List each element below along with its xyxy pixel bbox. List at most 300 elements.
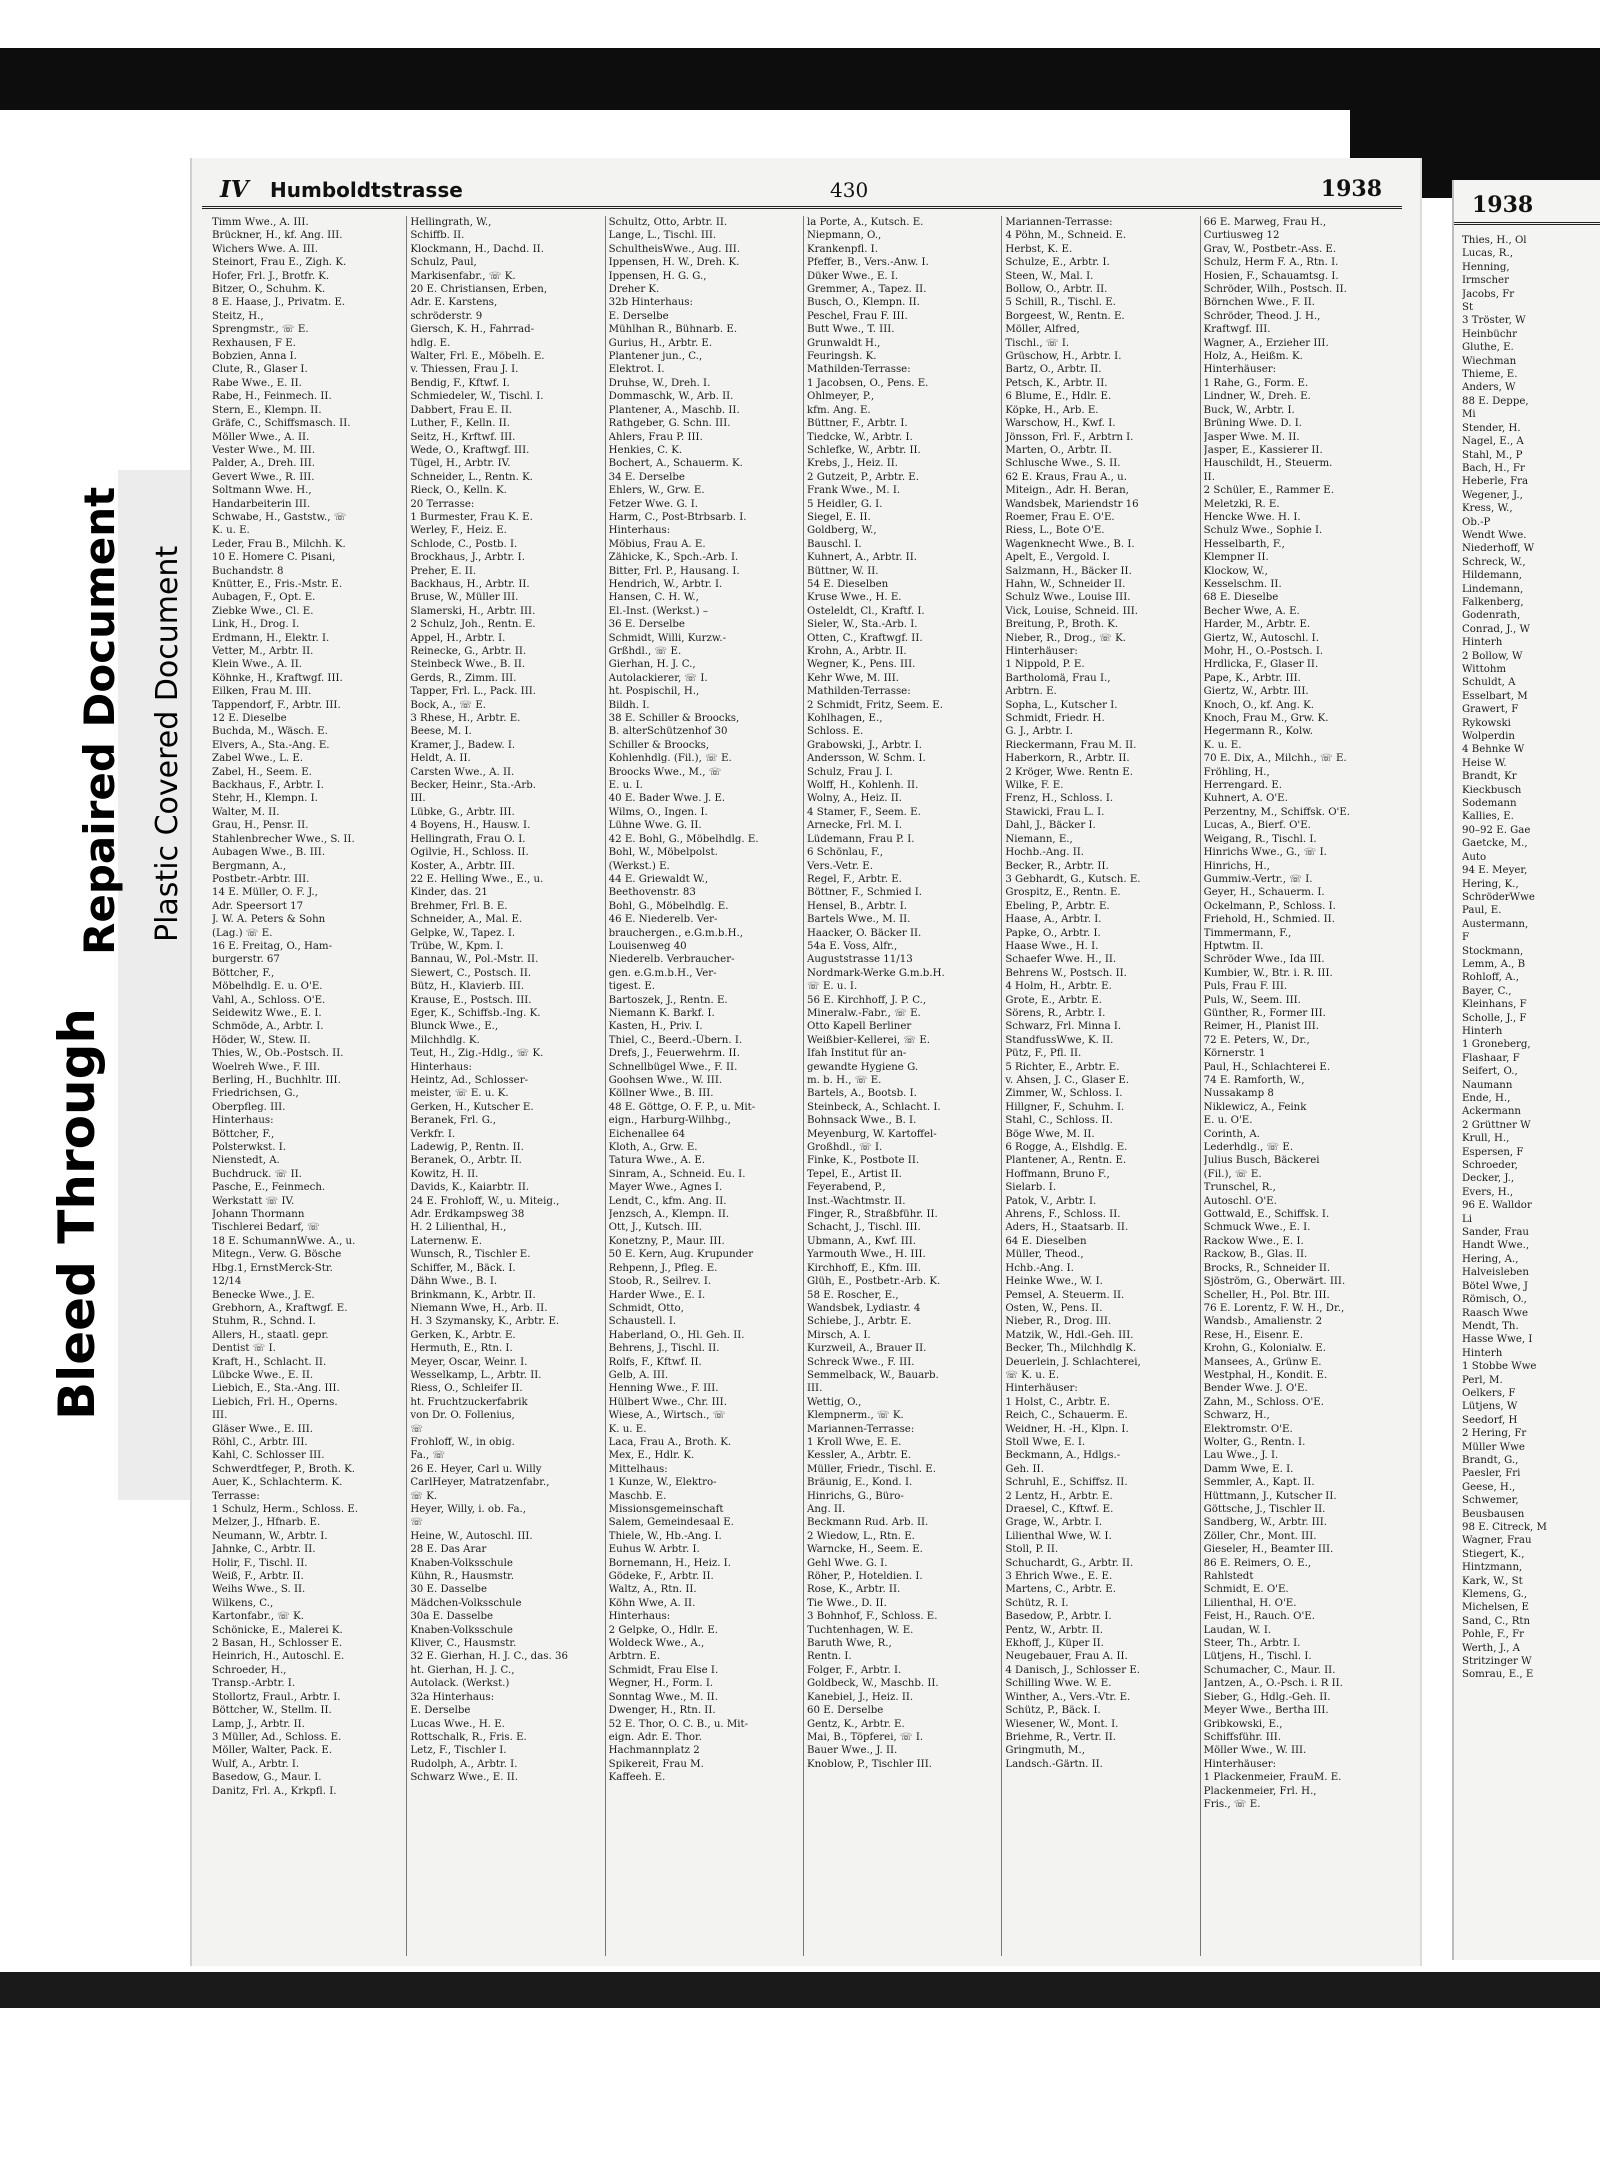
directory-entry: Heinke Wwe., W. I. (1005, 1276, 1103, 1288)
directory-entry: Eichenallee 64 (608, 1128, 686, 1140)
stamp-bleed-through: Bleed Through (48, 1008, 106, 1420)
directory-entry: Stoll Wwe, E. I. (1005, 1436, 1086, 1448)
column-divider (1001, 216, 1002, 1956)
directory-entry: Wunsch, R., Tischler E. (410, 1249, 531, 1261)
directory-entry: Bollow, O., Arbtr. II. (1005, 284, 1108, 296)
directory-entry: Slamerski, H., Arbtr. III. (410, 605, 536, 617)
directory-entry: Kessler, A., Arbtr. E. (807, 1450, 912, 1462)
directory-entry: 32b Hinterhaus: (608, 297, 693, 309)
directory-entry: Schwabe, H., Gaststw., ☏ (212, 511, 347, 523)
adjacent-entry: Hering, K., (1462, 878, 1519, 890)
directory-entry: Göttsche, J., Tischler II. (1203, 1504, 1326, 1515)
directory-entry: Rexhausen, F E. (212, 337, 296, 349)
directory-columns (212, 216, 1402, 1956)
directory-entry: Patok, V., Arbtr. I. (1005, 1195, 1097, 1207)
directory-entry: Knütter, E., Fris.-Mstr. E. (212, 578, 343, 590)
adjacent-entry: Rykowski (1462, 717, 1511, 729)
directory-entry: Hrdlicka, F., Glaser II. (1203, 659, 1319, 671)
directory-entry: Perzentny, M., Schiffsk. O'E. (1203, 806, 1351, 818)
adjacent-entry: Bach, H., Fr (1462, 462, 1525, 474)
directory-entry: Oberpfleg. III. (212, 1101, 286, 1113)
directory-entry: Schulz, Frau J. I. (807, 766, 893, 778)
adjacent-entry: Stahl, M., P (1462, 449, 1523, 461)
directory-entry: 28 E. Das Arar (410, 1544, 487, 1556)
directory-entry: Becher Wwe, A. E. (1203, 605, 1300, 617)
directory-entry: Puls, W., Seem. III. (1203, 994, 1301, 1006)
directory-entry: Ockelmann, P., Schloss. I. (1203, 900, 1336, 912)
directory-entry: Krause, E., Postsch. III. (410, 994, 532, 1006)
directory-entry: Ebeling, P., Arbtr. E. (1005, 900, 1110, 912)
directory-entry: Aders, H., Staatsarb. II. (1005, 1222, 1129, 1234)
directory-entry: K. u. E. (608, 1423, 647, 1435)
directory-entry: m. b. H., ☏ E. (807, 1075, 882, 1086)
directory-entry: Petsch, K., Arbtr. II. (1005, 377, 1108, 389)
directory-entry: Mathilden-Terrasse: (807, 686, 911, 698)
directory-entry: Kramer, J., Badew. I. (410, 739, 516, 751)
directory-entry: 46 E. Niederelb. Ver- (608, 914, 718, 926)
directory-entry: 64 E. Dieselben (1005, 1235, 1087, 1247)
directory-entry: Schwerdtfeger, P., Broth. K. (212, 1463, 356, 1475)
directory-entry: Bochert, A., Schauerm. K. (608, 458, 743, 470)
directory-entry: Link, H., Drog. I. (212, 619, 300, 631)
directory-entry: Beethovenstr. 83 (608, 887, 696, 899)
column-divider (1200, 216, 1201, 1956)
directory-entry: Gräfe, C., Schiffsmasch. II. (212, 418, 351, 430)
directory-entry: Grav, W., Postbetr.-Ass. E. (1203, 243, 1337, 255)
directory-entry: Bildh. I. (608, 699, 650, 711)
adjacent-entry: Jacobs, Fr (1462, 288, 1515, 300)
directory-entry: Kaffeeh. E. (608, 1772, 666, 1784)
adjacent-entry: 2 Grüttner W (1462, 1119, 1531, 1131)
adjacent-entry: Halveisleben (1462, 1267, 1529, 1279)
directory-entry: Lau Wwe., J. I. (1203, 1450, 1279, 1462)
directory-entry: Möller Wwe., W. III. (1203, 1745, 1307, 1757)
directory-entry: Danitz, Frl. A., Krkpfl. I. (212, 1785, 337, 1797)
directory-entry: Henning Wwe., F. III. (608, 1383, 719, 1395)
directory-entry: Warschow, H., Kwf. I. (1005, 418, 1116, 430)
directory-entry: 16 E. Freitag, O., Ham- (212, 940, 333, 952)
directory-entry: Mansees, A., Grünw E. (1203, 1356, 1322, 1368)
directory-entry: Wandsb., Amalienstr. 2 (1203, 1316, 1323, 1328)
directory-entry: Bartels Wwe., M. II. (807, 914, 911, 926)
directory-entry: Goohsen Wwe., W. III. (608, 1075, 723, 1086)
directory-entry: Druhse, W., Dreh. I. (608, 377, 711, 389)
directory-entry: 66 E. Marweg, Frau H., (1203, 217, 1327, 228)
directory-entry: Schröder, Theod. J. H., (1203, 310, 1321, 322)
directory-entry: Ekhoff, J., Küper II. (1005, 1638, 1104, 1650)
directory-entry: Kuhnert, A. O'E. (1203, 793, 1288, 805)
directory-entry: 6 Schönlau, F., (807, 847, 883, 859)
adjacent-page-column (1462, 234, 1600, 1682)
directory-entry: Friedrichsen, G., (212, 1088, 299, 1100)
directory-entry: Luther, F., Kelln. II. (410, 418, 510, 430)
directory-entry: Wulf, A., Arbtr. I. (212, 1758, 300, 1770)
directory-entry: 4 Pöhn, M., Schneid. E. (1005, 230, 1127, 242)
adjacent-entry: Wolperdin (1462, 731, 1515, 743)
directory-entry: Hauschildt, H., Steuerm. (1203, 458, 1333, 470)
directory-entry: Jasper Wwe. M. II. (1203, 431, 1300, 443)
directory-entry: gewandte Hygiene G. (807, 1061, 919, 1073)
directory-entry: 1 Holst, C., Arbtr. E. (1005, 1396, 1111, 1408)
directory-entry: Goldbeck, W., Maschb. II. (807, 1678, 939, 1690)
adjacent-entry: 1 Groneberg, (1462, 1039, 1531, 1051)
directory-entry: Bohl, G., Möbelhdlg. E. (608, 900, 729, 912)
directory-entry: Lütjens, H., Tischl. I. (1203, 1651, 1312, 1663)
directory-entry: Bartels, A., Bootsb. I. (807, 1088, 917, 1100)
adjacent-entry: Müller Wwe (1462, 1441, 1525, 1453)
directory-entry: 3 Rhese, H., Arbtr. E. (410, 713, 521, 725)
directory-entry: J. W. A. Peters & Sohn (212, 914, 326, 926)
directory-entry: Schulz Wwe., Louise III. (1005, 592, 1131, 604)
directory-entry: Klockmann, H., Dachd. II. (410, 243, 544, 255)
adjacent-entry: Austermann, (1462, 918, 1529, 930)
directory-entry: Bornemann, H., Heiz. I. (608, 1557, 731, 1569)
directory-entry: Konetzny, P., Maur. III. (608, 1235, 725, 1247)
directory-entry: Jönsson, Frl. F., Arbtrn I. (1005, 431, 1134, 443)
directory-entry: Weißbier-Kellerei, ☏ E. (807, 1034, 931, 1046)
directory-entry: ☏ (410, 1517, 424, 1529)
directory-entry: 20 Terrasse: (410, 498, 475, 510)
directory-entry: 2 Schüler, E., Rammer E. (1203, 485, 1334, 497)
column-divider (803, 216, 804, 1956)
directory-entry: Auguststrasse 11/13 (807, 954, 913, 966)
directory-column (807, 216, 997, 1956)
page-number: 430 (830, 178, 869, 202)
directory-entry: Landsch.-Gärtn. II. (1005, 1758, 1103, 1770)
directory-entry: Schultz, Otto, Arbtr. II. (608, 217, 728, 228)
directory-entry: Kohlhagen, E., (807, 713, 883, 725)
directory-entry: Wandsbek, Mariendstr 16 (1005, 498, 1139, 510)
directory-entry: Adr. Speersort 17 (212, 900, 304, 912)
directory-entry: Martens, C., Arbtr. E. (1005, 1584, 1116, 1596)
directory-entry: III. (212, 1410, 228, 1422)
directory-entry: Tatura Wwe., A. E. (608, 1155, 706, 1167)
directory-entry: Schaustell. I. (608, 1316, 677, 1328)
directory-entry: Woldeck Wwe., A., (608, 1638, 705, 1650)
directory-entry: Transp.-Arbtr. I. (212, 1678, 296, 1690)
stamp-plastic-covered: Plastic Covered Document (150, 545, 185, 942)
directory-entry: Bartoszek, J., Rentn. E. (608, 994, 728, 1006)
directory-entry: Postbetr.-Arbtr. III. (212, 873, 310, 885)
street-title: Humboldtstrasse (270, 178, 463, 202)
directory-entry: Niederelb. Verbraucher- (608, 954, 735, 966)
adjacent-entry: Kieckbusch (1462, 784, 1522, 796)
directory-entry: Bender Wwe. J. O'E. (1203, 1383, 1308, 1395)
adjacent-entry: F (1462, 932, 1470, 944)
directory-entry: Weidner, H. -H., Klpn. I. (1005, 1423, 1129, 1435)
directory-entry: Bräunig, E., Kond. I. (807, 1477, 913, 1489)
directory-entry: Köpke, H., Arb. E. (1005, 404, 1099, 416)
directory-entry: Zabel, H., Seem. E. (212, 766, 312, 778)
directory-entry: StandfussWwe, K. II. (1005, 1034, 1114, 1046)
directory-entry: Henkies, C. K. (608, 444, 683, 456)
directory-entry: Eger, K., Schiffsb.-Ing. K. (410, 1007, 541, 1019)
directory-entry: Wesselkamp, L., Arbtr. II. (410, 1369, 542, 1381)
directory-entry: Sielarb. I. (1005, 1182, 1057, 1194)
directory-entry: Krankenpfl. I. (807, 243, 878, 255)
directory-entry: Wilms, O., Ingen. I. (608, 806, 708, 818)
directory-entry: Vester Wwe., M. III. (212, 444, 316, 456)
directory-entry: Basedow, P., Arbtr. I. (1005, 1611, 1112, 1623)
directory-entry: v. Thiessen, Frau J. I. (410, 364, 519, 376)
directory-entry: 1 Plackenmeier, FrauM. E. (1203, 1772, 1342, 1784)
directory-entry: Kowitz, H. II. (410, 1168, 479, 1180)
adjacent-entry: Thieme, E. (1462, 369, 1518, 381)
directory-entry: Haase, A., Arbtr. I. (1005, 914, 1102, 926)
directory-entry: Giertz, W., Autoschl. I. (1203, 632, 1319, 644)
directory-entry: Röher, P., Hoteldien. I. (807, 1571, 923, 1583)
page-header (202, 176, 1402, 209)
directory-entry: Stahlenbrecher Wwe., S. II. (212, 833, 355, 845)
adjacent-entry: Gaetcke, M., (1462, 838, 1528, 850)
directory-entry: Jahnke, C., Arbtr. II. (212, 1544, 316, 1556)
directory-entry: Knoch, Frau M., Grw. K. (1203, 713, 1329, 725)
directory-entry: Dommaschk, W., Arb. II. (608, 391, 734, 403)
directory-entry: Holir, F., Tischl. II. (212, 1557, 308, 1569)
directory-entry: brauchergen., e.G.m.b.H., (608, 927, 743, 939)
directory-entry: Schroeder, H., (212, 1664, 287, 1676)
directory-entry: Möbelhdlg. E. u. O'E. (212, 981, 323, 993)
directory-entry: Haase Wwe., H. I. (1005, 940, 1099, 952)
directory-entry: Stoll, P. II. (1005, 1544, 1059, 1556)
directory-entry: Knaben-Volksschule (410, 1624, 513, 1636)
directory-entry: Sieber, G., Hdlg.-Geh. II. (1203, 1691, 1331, 1703)
directory-entry: Vetter, M., Arbtr. II. (212, 646, 314, 657)
directory-entry: Tappendorf, F., Arbtr. III. (212, 699, 341, 711)
directory-entry: Gerken, K., Arbtr. E. (410, 1329, 516, 1341)
adjacent-entry: Irmscher (1462, 275, 1509, 287)
directory-entry: Lederhdlg., ☏ E. (1203, 1142, 1294, 1154)
directory-entry: (Werkst.) E. (608, 860, 670, 872)
directory-entry: Frohloff, W., in obig. (410, 1436, 515, 1448)
directory-entry: Haberkorn, R., Arbtr. II. (1005, 753, 1130, 765)
directory-entry: ☏ K. u. E. (1005, 1369, 1060, 1381)
directory-entry: ht. Fruchtzuckerfabrik (410, 1396, 528, 1408)
directory-entry: Beckmann Rud. Arb. II. (807, 1517, 929, 1529)
directory-entry: Mädchen-Volksschule (410, 1597, 522, 1609)
directory-entry: Eilken, Frau M. III. (212, 686, 312, 698)
directory-entry: Gläser Wwe., E. III. (212, 1423, 313, 1435)
directory-entry: Draesel, C., Kftwf. E. (1005, 1504, 1114, 1515)
directory-entry: Büttner, F., Arbtr. I. (807, 418, 908, 430)
directory-entry: Terrasse: (212, 1490, 260, 1502)
directory-entry: Seitz, H., Krftwf. III. (410, 431, 516, 443)
directory-entry: Hbg.1, ErnstMerck-Str. (212, 1262, 333, 1274)
adjacent-entry: Stiegert, K., (1462, 1548, 1525, 1560)
directory-entry: Schröder, Wilh., Postsch. II. (1203, 284, 1347, 296)
directory-entry: Borgeest, W., Rentn. E. (1005, 310, 1125, 322)
adjacent-entry: Michelsen, E (1462, 1602, 1529, 1614)
directory-entry: Köhnke, H., Kraftwgf. III. (212, 672, 343, 684)
adjacent-entry: Sand, C., Rtn (1462, 1615, 1531, 1627)
directory-entry: Ahrens, F., Schloss. II. (1005, 1209, 1121, 1221)
directory-entry: Buck, W., Arbtr. I. (1203, 404, 1295, 416)
directory-entry: Grunwaldt H., (807, 337, 881, 349)
directory-entry: Tischl., ☏ I. (1005, 337, 1070, 349)
adjacent-entry: Henning, (1462, 261, 1510, 273)
directory-entry: Melzer, J., Hfnarb. E. (212, 1517, 321, 1529)
directory-entry: Bitter, Frl. P., Hausang. I. (608, 565, 740, 577)
directory-entry: Elektromstr. O'E. (1203, 1423, 1293, 1435)
directory-entry: Hinterhäuser: (1203, 364, 1277, 376)
adjacent-entry: Heise W. (1462, 757, 1507, 769)
directory-entry: Bock, A., ☏ E. (410, 699, 487, 711)
directory-entry: Deuerlein, J. Schlachterei, (1005, 1356, 1141, 1368)
directory-entry: Plantener jun., C., (608, 351, 703, 363)
directory-entry: Teut, H., Zig.-Hdlg., ☏ K. (410, 1048, 544, 1060)
directory-entry: Schnellbügel Wwe., F. II. (608, 1061, 738, 1073)
directory-entry: Rottschalk, R., Fris. E. (410, 1731, 527, 1743)
scan-margin-top (0, 0, 1600, 48)
directory-entry: Ippensen, H. G. G., (608, 270, 707, 282)
adjacent-entry: Klemens, G., (1462, 1589, 1528, 1601)
directory-entry: Neumann, W., Arbtr. I. (212, 1530, 328, 1542)
directory-entry: 3 Gebhardt, G., Kutsch. E. (1005, 873, 1141, 885)
directory-entry: CarlHeyer, Matratzenfabr., (410, 1477, 550, 1489)
directory-entry: Semmelback, W., Bauarb. (807, 1369, 939, 1381)
directory-entry: Steitz, H., (212, 310, 264, 322)
directory-entry: Letz, F., Tischler I. (410, 1745, 507, 1757)
directory-entry: 34 E. Derselbe (608, 471, 685, 483)
directory-entry: Plantener, A., Maschb. II. (608, 404, 740, 416)
directory-entry: Spikereit, Frau M. (608, 1758, 704, 1770)
directory-entry: Sinram, A., Schneid. Eu. I. (608, 1168, 746, 1180)
directory-entry: Markisenfabr., ☏ K. (410, 270, 516, 282)
directory-entry: Autoschl. O'E. (1203, 1195, 1277, 1207)
directory-entry: Knoblow, P., Tischler III. (807, 1758, 932, 1770)
adjacent-entry: 98 E. Citreck, M (1462, 1522, 1547, 1533)
directory-entry: Rathgeber, G. Schn. III. (608, 418, 731, 430)
directory-entry: Steen, W., Mal. I. (1005, 270, 1094, 282)
directory-entry: Heine, W., Autoschl. III. (410, 1530, 533, 1542)
directory-entry: Dwenger, H., Rtn. II. (608, 1705, 716, 1717)
adjacent-entry: Schroeder, (1462, 1160, 1518, 1172)
directory-entry: Beckmann, A., Hdlgs.- (1005, 1450, 1121, 1462)
directory-entry: Sieler, W., Sta.-Arb. I. (807, 619, 918, 631)
directory-entry: Kumbier, W., Btr. i. R. III. (1203, 967, 1333, 979)
directory-entry: Timm Wwe., A. III. (212, 217, 309, 228)
directory-entry: Puls, Frau F. III. (1203, 981, 1288, 993)
directory-entry: Geh. II. (1005, 1463, 1044, 1475)
directory-entry: Rabe, H., Feinmech. II. (212, 391, 332, 403)
directory-entry: Osten, W., Pens. II. (1005, 1302, 1103, 1314)
directory-entry: Brüning Wwe. D. I. (1203, 418, 1302, 430)
adjacent-entry: Hintzmann, (1462, 1562, 1523, 1574)
directory-entry: Brocks, R., Schneider II. (1203, 1262, 1331, 1274)
directory-entry: E. u. O'E. (1203, 1115, 1253, 1127)
directory-entry: Böttcher, F., (212, 967, 275, 979)
directory-entry: Wiese, A., Wirtsch., ☏ (608, 1410, 726, 1422)
directory-entry: Hofer, Frl. J., Brotfr. K. (212, 270, 330, 282)
directory-entry: Liebich, Frl. H., Operns. (212, 1396, 338, 1408)
directory-entry: Corinth, A. (1203, 1128, 1261, 1140)
directory-entry: 50 E. Kern, Aug. Krupunder (608, 1249, 754, 1261)
directory-entry: Gieseler, H., Beamter III. (1203, 1544, 1334, 1556)
directory-entry: Möbius, Frau A. E. (608, 538, 706, 550)
directory-entry: Düker Wwe., E. I. (807, 270, 899, 282)
directory-entry: Schacht, J., Tischl. III. (807, 1222, 921, 1234)
directory-entry: 44 E. Griewaldt W., (608, 873, 709, 885)
directory-entry: Beranek, Frl. G., (410, 1115, 496, 1127)
scanner-bottom-band (0, 1972, 1600, 2008)
directory-entry: Höder, W., Stew. II. (212, 1034, 311, 1046)
directory-entry: Klockow, W., (1203, 565, 1268, 577)
directory-entry: ht. Pospischil, H., (608, 686, 700, 698)
directory-entry: E. Derselbe (608, 310, 669, 322)
directory-entry: Mineralw.-Fabr., ☏ E. (807, 1007, 921, 1019)
directory-entry: Herrengard. E. (1203, 780, 1283, 792)
directory-entry: Haacker, O. Bäcker II. (807, 927, 922, 939)
directory-entry: Fa., ☏ (410, 1450, 446, 1462)
directory-entry: Lühne Wwe. G. II. (608, 820, 702, 832)
directory-entry: Kraft, H., Schlacht. II. (212, 1356, 327, 1368)
directory-entry: 3 Bohnhof, F., Schloss. E. (807, 1611, 938, 1623)
directory-entry: Kanebiel, J., Heiz. II. (807, 1691, 914, 1703)
directory-entry: Wegner, H., Form. I. (608, 1678, 714, 1690)
directory-entry: Hermuth, E., Rtn. I. (410, 1343, 513, 1355)
directory-entry: Preher, E. II. (410, 565, 477, 577)
directory-entry: Hachmannplatz 2 (608, 1745, 700, 1757)
directory-entry: 54a E. Voss, Alfr., (807, 940, 898, 952)
adjacent-entry: St (1462, 302, 1474, 314)
directory-entry: Plackenmeier, Frl. H., (1203, 1785, 1317, 1797)
directory-entry: Buchda, M., Wäsch. E. (212, 726, 328, 738)
directory-entry: Marten, O., Arbtr. II. (1005, 444, 1112, 456)
directory-entry: Hinterhäuser: (1005, 1383, 1078, 1395)
directory-entry: Lucas, A., Bierf. O'E. (1203, 820, 1311, 832)
directory-entry: Bobzien, Anna I. (212, 351, 297, 363)
adjacent-entry: Conrad, J., W (1462, 623, 1530, 635)
directory-entry: Reich, C., Schauerm. E. (1005, 1410, 1128, 1422)
adjacent-entry: Evers, H., (1462, 1186, 1514, 1198)
adjacent-entry: Esselbart, M (1462, 690, 1528, 702)
adjacent-entry: Ackermann (1462, 1106, 1521, 1118)
directory-entry: Stuhm, R., Schnd. I. (212, 1316, 316, 1328)
directory-entry: Schröder Wwe., Ida III. (1203, 954, 1325, 966)
directory-entry: Thiele, W., Hb.-Ang. I. (608, 1530, 722, 1542)
directory-entry: Schwarz, Frl. Minna I. (1005, 1021, 1122, 1033)
directory-entry: Bauer Wwe., J. II. (807, 1745, 898, 1757)
adjacent-entry: Schuldt, A (1462, 677, 1516, 689)
directory-entry: II. (1203, 471, 1215, 483)
directory-entry: Bruse, W., Müller III. (410, 592, 519, 604)
directory-entry: Heldt, A. II. (410, 753, 471, 765)
directory-entry: Wolter, G., Rentn. I. (1203, 1436, 1306, 1448)
directory-entry: Kohlenhdlg. (Fil.), ☏ E. (608, 753, 732, 765)
directory-entry: Koster, A., Arbtr. III. (410, 860, 515, 872)
directory-entry: Papke, O., Arbtr. I. (1005, 927, 1101, 939)
directory-entry: Liebich, E., Sta.-Ang. III. (212, 1383, 340, 1395)
adjacent-entry: Falkenberg, (1462, 596, 1524, 608)
adjacent-entry: Brandt, Kr (1462, 771, 1517, 783)
adjacent-entry: Heberle, Fra (1462, 476, 1529, 488)
directory-entry: 38 E. Schiller & Broocks, (608, 713, 740, 725)
directory-entry: Trunschel, R., (1203, 1182, 1276, 1194)
directory-entry: 54 E. Dieselben (807, 578, 889, 590)
directory-entry: 1 Kroll Wwe, E. E. (807, 1436, 902, 1448)
directory-entry: Erdmann, H., Elektr. I. (212, 632, 330, 644)
adjacent-entry: Auto (1462, 851, 1487, 863)
directory-entry: Sörens, R., Arbtr. I. (1005, 1007, 1106, 1019)
directory-entry: 72 E. Peters, W., Dr., (1203, 1034, 1310, 1046)
directory-entry: Schmidt, Frau Else I. (608, 1664, 719, 1676)
directory-entry: Plantener, A., Rentn. E. (1005, 1155, 1127, 1167)
directory-entry: 6 Blume, E., Hdlr. E. (1005, 391, 1112, 403)
directory-entry: Beese, M. I. (410, 726, 472, 738)
directory-entry: 76 E. Lorentz, F. W. H., Dr., (1203, 1302, 1345, 1314)
directory-entry: Salem, Gemeindesaal E. (608, 1517, 734, 1529)
adjacent-entry: Gluthe, E. (1462, 342, 1514, 354)
